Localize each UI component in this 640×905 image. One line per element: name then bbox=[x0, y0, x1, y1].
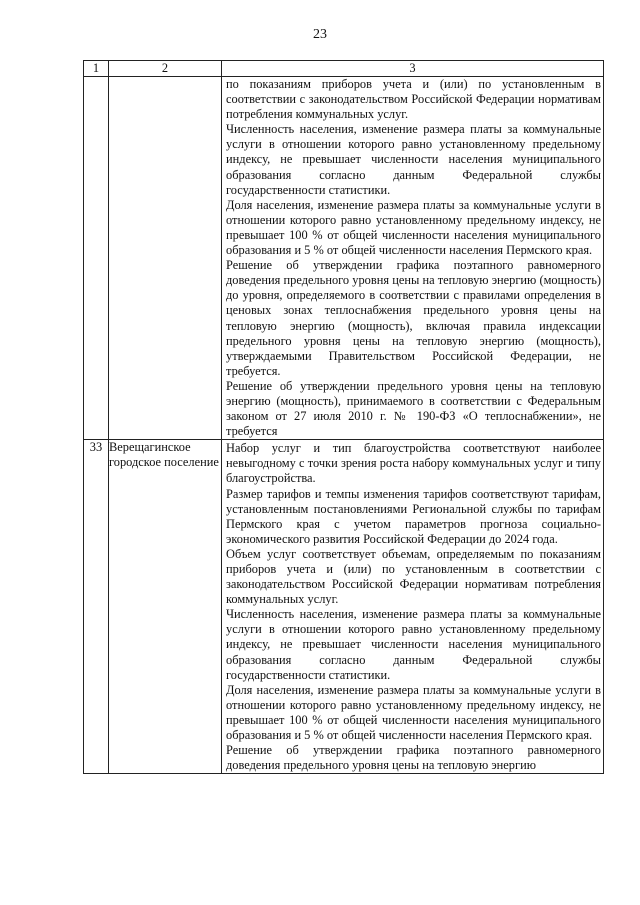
paragraph: Размер тарифов и темпы изменения тарифов соответствуют тарифам, установленным постановлениями Региональной службы по тарифам Пермского края с учетом параметров прогноза социально-экономического развития Российской Федерации до 2024 года. bbox=[226, 486, 601, 546]
municipality-cell bbox=[109, 77, 222, 440]
paragraph: Решение об утверждении графика поэтапного равномерного доведения предельного уровня цены на тепловую энергию bbox=[226, 743, 601, 773]
page-number: 23 bbox=[313, 27, 327, 42]
column-header-1: 1 bbox=[84, 61, 109, 77]
document-table bbox=[83, 60, 604, 774]
paragraph: по показаниям приборов учета и (или) по установленным в соответствии с законодательством Российской Федерации нормативам потребления коммунальных услуг. bbox=[226, 77, 601, 122]
table-header-row bbox=[84, 61, 604, 77]
paragraph: Объем услуг соответствует объемам, определяемым по показаниям приборов учета и (или) по установленным в соответствии с законодательством Российской Федерации нормативам потребления коммунальных услуг. bbox=[226, 546, 601, 607]
paragraph: Численность населения, изменение размера платы за коммунальные услуги в отношении которого равно установленному предельному индексу, не превышает численности населения муниципального образования согласно данным Федеральной службы государственности статистики. bbox=[226, 607, 601, 682]
paragraph: Набор услуг и тип благоустройства соответствуют наиболее невыгодному с точки зрения роста набору коммунальных услуг и типу благоустройства. bbox=[226, 441, 601, 486]
column-header-2: 2 bbox=[109, 61, 222, 77]
paragraph: Решение об утверждении графика поэтапного равномерного доведения предельного уровня цены на тепловую энергию (мощность) до уровня, определяемого в соответствии с правилами определения в ценовых зонах теплоснабжения предельного уровня цены на тепловую энергию (мощность), включая правила индексации предельного уровня цены на тепловую энергию (мощность), утверждаемыми Правительством Российской Федерации, не требуется. bbox=[226, 258, 601, 378]
description-cell bbox=[222, 77, 604, 440]
row-number-cell: 33 bbox=[84, 440, 109, 774]
paragraph: Доля населения, изменение размера платы за коммунальные услуги в отношении которого равно установленному предельному индексу, не превышает 100 % от общей численности населения муниципального образования и 5 % от общей численности населения Пермского края. bbox=[226, 197, 601, 258]
paragraph: Решение об утверждении предельного уровня цены на тепловую энергию (мощность), принимаемого в соответствии с Федеральным законом от 27 июля 2010 г. № 190-ФЗ «О теплоснабжении», не требуется bbox=[226, 378, 601, 439]
municipality-cell: Верещагинское городское поселение bbox=[109, 440, 222, 774]
column-header-3: 3 bbox=[222, 61, 604, 77]
paragraph: Численность населения, изменение размера платы за коммунальные услуги в отношении которого равно установленному предельному индексу, не превышает численности населения муниципального образования согласно данным Федеральной службы государственности статистики. bbox=[226, 122, 601, 197]
table-row bbox=[84, 77, 604, 440]
table-row bbox=[84, 440, 604, 774]
paragraph: Доля населения, изменение размера платы за коммунальные услуги в отношении которого равно установленному предельному индексу, не превышает 100 % от общей численности населения муниципального образования и 5 % от общей численности населения Пермского края. bbox=[226, 682, 601, 743]
description-cell bbox=[222, 440, 604, 774]
row-number-cell bbox=[84, 77, 109, 440]
